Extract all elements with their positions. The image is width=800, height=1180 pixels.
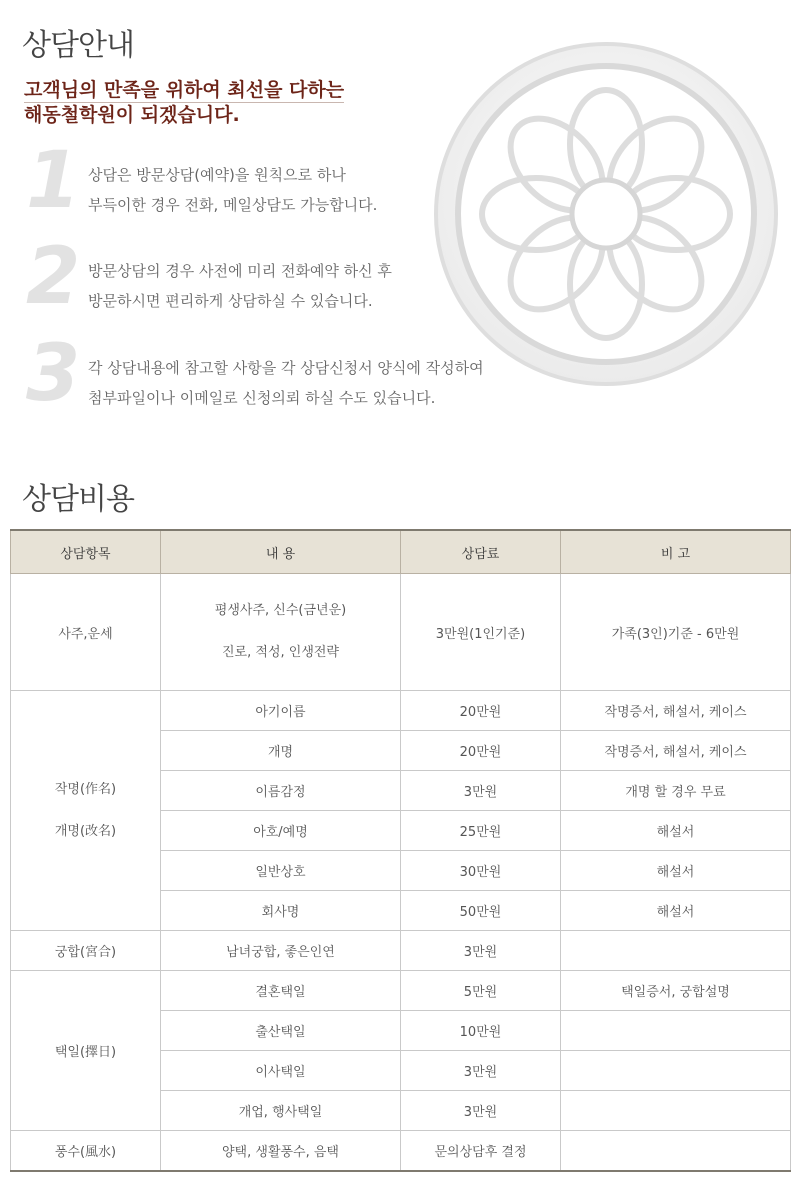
step-text-line: 상담은 방문상담(예약)을 원칙으로 하나	[88, 166, 346, 184]
content-cell: 개명	[161, 731, 401, 771]
note-cell: 작명증서, 해설서, 케이스	[561, 691, 791, 731]
note-cell: 개명 할 경우 무료	[561, 771, 791, 811]
category-cell: 사주,운세	[11, 574, 161, 691]
note-cell	[561, 1131, 791, 1172]
slogan	[24, 78, 344, 127]
content-cell: 출산택일	[161, 1011, 401, 1051]
content-cell: 일반상호	[161, 851, 401, 891]
price-cell: 30만원	[401, 851, 561, 891]
content-cell: 이름감정	[161, 771, 401, 811]
note-cell: 가족(3인)기준 - 6만원	[561, 574, 791, 691]
price-cell: 3만원	[401, 771, 561, 811]
table-row	[11, 971, 791, 1011]
category-cell: 궁합(宮合)	[11, 931, 161, 971]
step-number: 1	[26, 136, 81, 226]
content-cell: 아기이름	[161, 691, 401, 731]
price-cell: 3만원(1인기준)	[401, 574, 561, 691]
step-2	[26, 232, 586, 336]
note-cell	[561, 1011, 791, 1051]
step-text-line: 부득이한 경우 전화, 메일상담도 가능합니다.	[88, 196, 378, 214]
consultation-fees-title: 상담비용	[22, 482, 134, 517]
content-cell: 이사택일	[161, 1051, 401, 1091]
price-cell: 3만원	[401, 931, 561, 971]
table-row	[11, 574, 791, 691]
note-cell: 작명증서, 해설서, 케이스	[561, 731, 791, 771]
step-text-line: 첨부파일이나 이메일로 신청의뢰 하실 수도 있습니다.	[88, 389, 436, 407]
price-cell: 3만원	[401, 1091, 561, 1131]
note-cell: 해설서	[561, 811, 791, 851]
fee-table	[10, 529, 791, 1172]
step-number: 2	[26, 232, 81, 322]
content-cell: 양택, 생활풍수, 음택	[161, 1131, 401, 1172]
category-cell: 택일(擇日)	[11, 971, 161, 1131]
note-cell: 해설서	[561, 851, 791, 891]
price-cell: 문의상담후 결정	[401, 1131, 561, 1172]
content-cell: 남녀궁합, 좋은인연	[161, 931, 401, 971]
step-text-line: 각 상담내용에 참고할 사항을 각 상담신청서 양식에 작성하여	[88, 359, 484, 377]
header-price: 상담료	[401, 530, 561, 574]
category-cell: 풍수(風水)	[11, 1131, 161, 1172]
slogan-line-1: 고객님의 만족을 위하여 최선을 다하는	[24, 79, 345, 101]
price-cell: 20만원	[401, 731, 561, 771]
table-row	[11, 691, 791, 731]
table-header-row	[11, 530, 791, 574]
note-cell	[561, 1091, 791, 1131]
step-1	[26, 136, 586, 240]
content-cell: 결혼택일	[161, 971, 401, 1011]
note-cell	[561, 1051, 791, 1091]
price-cell: 25만원	[401, 811, 561, 851]
table-row	[11, 931, 791, 971]
content-cell: 회사명	[161, 891, 401, 931]
content-cell: 개업, 행사택일	[161, 1091, 401, 1131]
consultation-guide-title: 상담안내	[22, 28, 134, 63]
note-cell: 택일증서, 궁합설명	[561, 971, 791, 1011]
price-cell: 20만원	[401, 691, 561, 731]
price-cell: 3만원	[401, 1051, 561, 1091]
content-cell	[161, 574, 401, 691]
category-line: 작명(作名)	[54, 781, 117, 797]
step-number: 3	[26, 329, 81, 419]
step-text-line: 방문상담의 경우 사전에 미리 전화예약 하신 후	[88, 262, 392, 280]
price-cell: 5만원	[401, 971, 561, 1011]
content-cell: 아호/예명	[161, 811, 401, 851]
content-line: 진로, 적성, 인생전략	[222, 645, 339, 660]
price-cell: 10만원	[401, 1011, 561, 1051]
fee-table-wrapper	[10, 529, 790, 1172]
table-row	[11, 1131, 791, 1172]
note-cell: 해설서	[561, 891, 791, 931]
category-line: 개명(改名)	[54, 823, 117, 839]
header-category: 상담항목	[11, 530, 161, 574]
step-3	[26, 329, 586, 433]
content-line: 평생사주, 신수(금년운)	[214, 603, 347, 618]
note-cell	[561, 931, 791, 971]
slogan-line-2: 해동철학원이 되겠습니다.	[24, 104, 240, 126]
step-text-line: 방문하시면 편리하게 상담하실 수 있습니다.	[88, 292, 373, 310]
header-note: 비 고	[561, 530, 791, 574]
price-cell: 50만원	[401, 891, 561, 931]
category-cell	[11, 691, 161, 931]
header-content: 내 용	[161, 530, 401, 574]
